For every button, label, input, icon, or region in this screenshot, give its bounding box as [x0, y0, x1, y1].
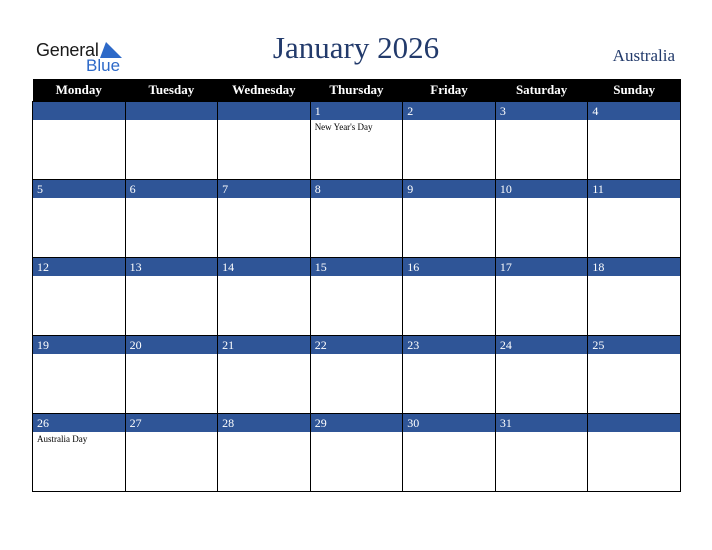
calendar-day-cell [588, 180, 681, 258]
holiday-label [126, 198, 218, 200]
day-number: 28 [218, 414, 310, 432]
calendar-day-cell [495, 258, 588, 336]
holiday-label [496, 276, 588, 278]
day-number: 24 [496, 336, 588, 354]
calendar-day-cell [403, 258, 496, 336]
day-number: 7 [218, 180, 310, 198]
calendar-week-row [33, 414, 681, 492]
day-number [218, 102, 310, 120]
day-number: 13 [126, 258, 218, 276]
day-number: 14 [218, 258, 310, 276]
day-number: 26 [33, 414, 125, 432]
day-number: 9 [403, 180, 495, 198]
holiday-label [33, 354, 125, 356]
day-number: 27 [126, 414, 218, 432]
calendar-day-cell [495, 102, 588, 180]
holiday-label [403, 276, 495, 278]
holiday-label [496, 120, 588, 122]
calendar-day-cell [218, 258, 311, 336]
holiday-label [588, 120, 680, 122]
calendar-week-row [33, 336, 681, 414]
holiday-label [588, 432, 680, 434]
calendar-day-cell [495, 414, 588, 492]
holiday-label [33, 276, 125, 278]
calendar-day-cell [310, 258, 403, 336]
calendar-week-row [33, 258, 681, 336]
weekday-header: Sunday [588, 79, 681, 102]
day-number: 12 [33, 258, 125, 276]
calendar-day-cell [33, 258, 126, 336]
calendar-grid [32, 79, 681, 492]
holiday-label [403, 120, 495, 122]
holiday-label [126, 354, 218, 356]
calendar-day-cell [403, 336, 496, 414]
calendar-week-row [33, 180, 681, 258]
calendar-day-cell [403, 180, 496, 258]
day-number: 3 [496, 102, 588, 120]
holiday-label [218, 276, 310, 278]
holiday-label [588, 354, 680, 356]
calendar-day-cell [218, 102, 311, 180]
calendar-day-cell [310, 180, 403, 258]
logo-word-blue: Blue [86, 56, 121, 75]
day-number: 29 [311, 414, 403, 432]
calendar-day-cell [403, 414, 496, 492]
day-number: 23 [403, 336, 495, 354]
day-number: 11 [588, 180, 680, 198]
calendar-day-cell [218, 336, 311, 414]
holiday-label [403, 354, 495, 356]
calendar-day-cell [588, 258, 681, 336]
day-number: 22 [311, 336, 403, 354]
holiday-label [311, 432, 403, 434]
calendar-week-row [33, 102, 681, 180]
day-number: 19 [33, 336, 125, 354]
calendar-day-cell [310, 336, 403, 414]
day-number: 6 [126, 180, 218, 198]
calendar-day-cell [588, 414, 681, 492]
calendar-day-cell [33, 180, 126, 258]
day-number: 21 [218, 336, 310, 354]
day-number: 4 [588, 102, 680, 120]
weekday-header: Saturday [495, 79, 588, 102]
calendar-day-cell [33, 414, 126, 492]
holiday-label [403, 198, 495, 200]
day-number: 16 [403, 258, 495, 276]
weekday-header-row [33, 79, 681, 102]
calendar-day-cell [310, 102, 403, 180]
holiday-label [218, 120, 310, 122]
day-number [33, 102, 125, 120]
holiday-label [311, 354, 403, 356]
holiday-label: New Year's Day [314, 122, 373, 132]
calendar-day-cell [125, 414, 218, 492]
calendar-day-cell [218, 180, 311, 258]
holiday-label [588, 276, 680, 278]
logo-word-general: General [36, 40, 99, 60]
day-number: 25 [588, 336, 680, 354]
calendar-day-cell [588, 336, 681, 414]
calendar-day-cell [218, 414, 311, 492]
calendar-day-cell [495, 336, 588, 414]
day-number: 2 [403, 102, 495, 120]
holiday-label [126, 432, 218, 434]
day-number: 17 [496, 258, 588, 276]
holiday-label [33, 198, 125, 200]
day-number: 18 [588, 258, 680, 276]
holiday-label [588, 198, 680, 200]
day-number: 10 [496, 180, 588, 198]
weekday-header: Wednesday [218, 79, 311, 102]
calendar-day-cell [495, 180, 588, 258]
day-number: 1 [311, 102, 403, 120]
holiday-label [126, 120, 218, 122]
day-number: 31 [496, 414, 588, 432]
weekday-header: Thursday [310, 79, 403, 102]
calendar-day-cell [33, 336, 126, 414]
weekday-header: Tuesday [125, 79, 218, 102]
holiday-label [311, 198, 403, 200]
day-number: 30 [403, 414, 495, 432]
holiday-label [496, 354, 588, 356]
weekday-header: Friday [403, 79, 496, 102]
day-number: 15 [311, 258, 403, 276]
calendar-day-cell [310, 414, 403, 492]
calendar-day-cell [125, 336, 218, 414]
holiday-label [496, 432, 588, 434]
calendar-day-cell [588, 102, 681, 180]
country-label: Australia [612, 46, 675, 65]
holiday-label [126, 276, 218, 278]
holiday-label [218, 354, 310, 356]
day-number [126, 102, 218, 120]
day-number: 5 [33, 180, 125, 198]
holiday-label [311, 276, 403, 278]
day-number: 20 [126, 336, 218, 354]
calendar-day-cell [125, 102, 218, 180]
day-number: 8 [311, 180, 403, 198]
calendar-day-cell [125, 258, 218, 336]
holiday-label [218, 198, 310, 200]
weekday-header: Monday [33, 79, 126, 102]
page-title: January 2026 [272, 30, 440, 65]
holiday-label [496, 198, 588, 200]
day-number [588, 414, 680, 432]
holiday-label [403, 432, 495, 434]
holiday-label: Australia Day [37, 434, 88, 444]
holiday-label [218, 432, 310, 434]
calendar-day-cell [33, 102, 126, 180]
calendar-day-cell [403, 102, 496, 180]
holiday-label [33, 120, 125, 122]
calendar-day-cell [125, 180, 218, 258]
